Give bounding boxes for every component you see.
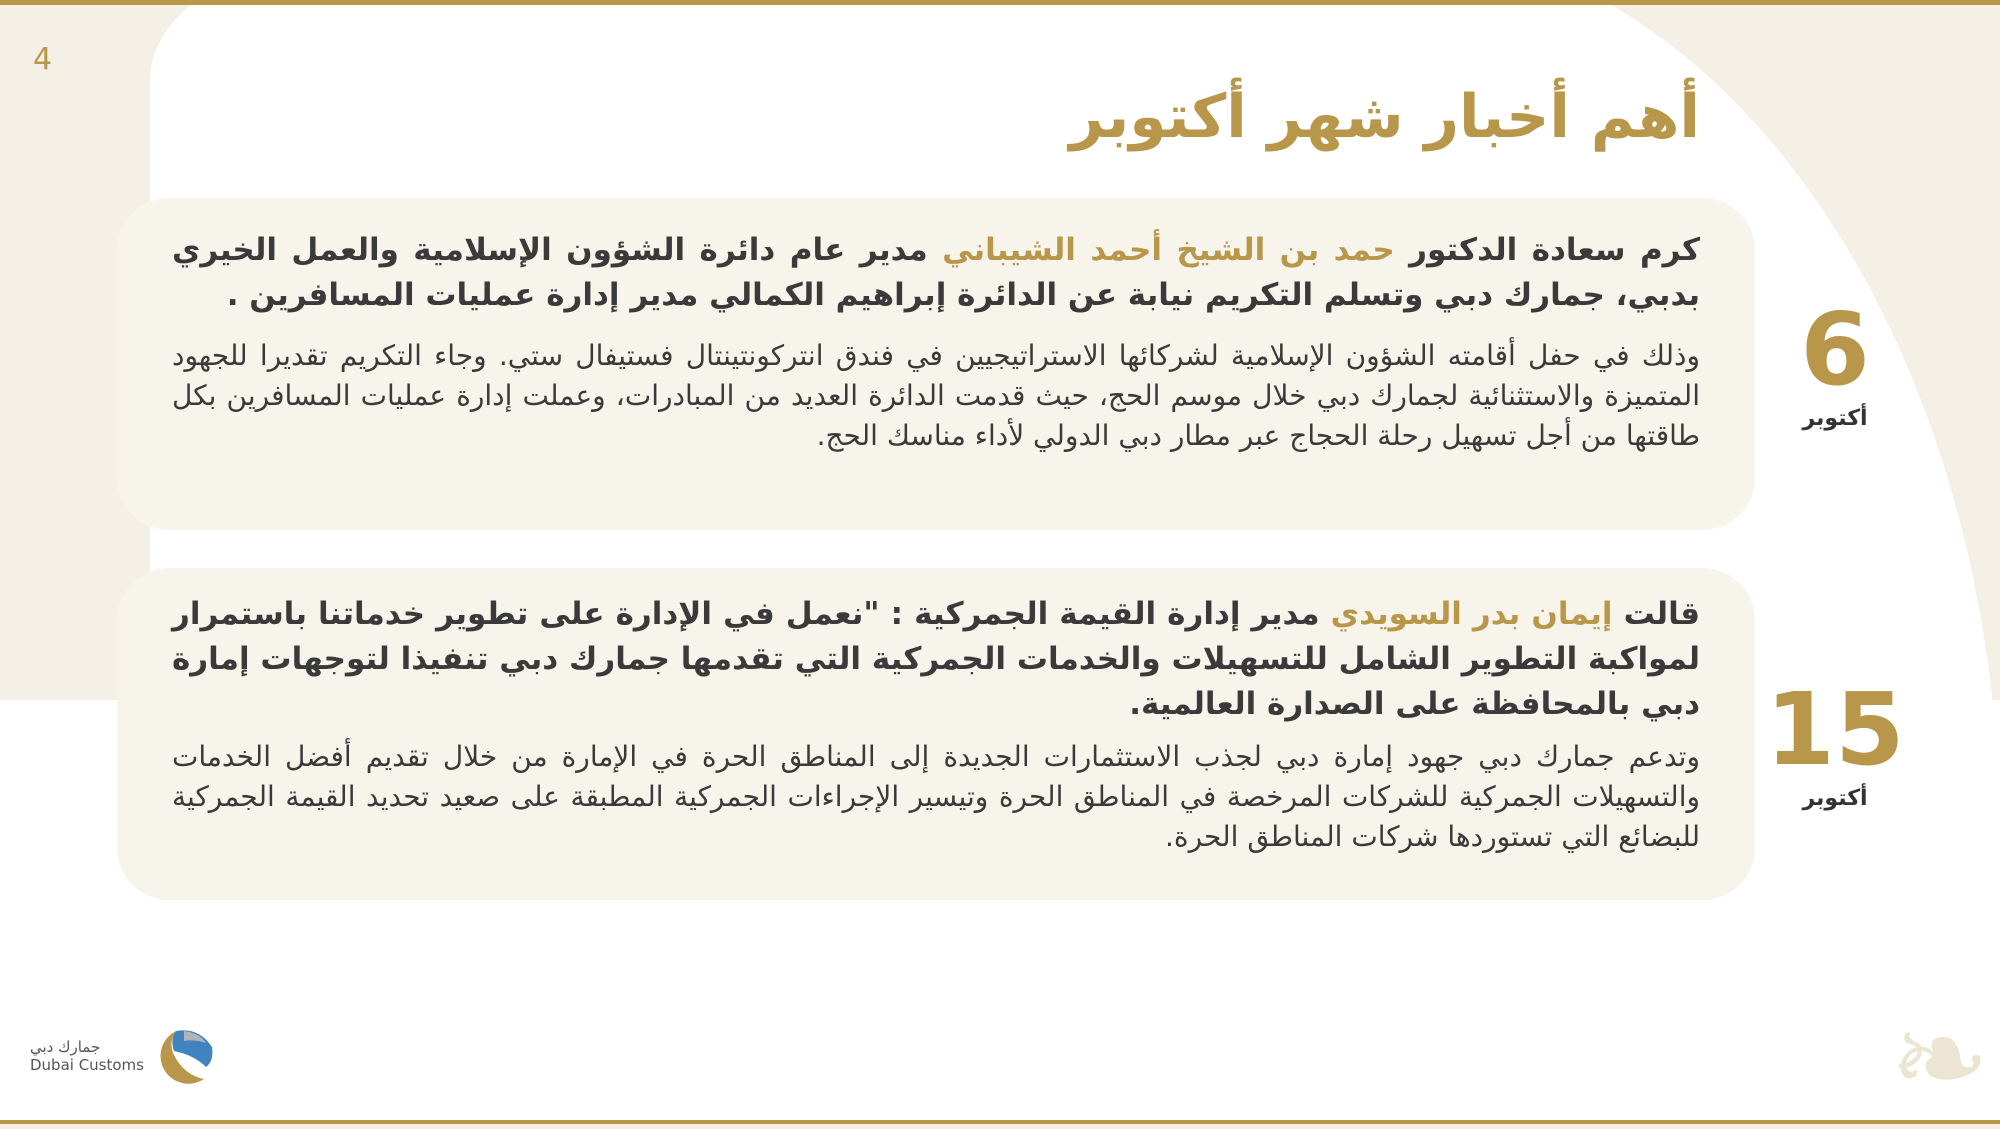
dubai-customs-logo [30, 1025, 216, 1087]
date-day: 15 [1765, 671, 1905, 788]
news-lead [172, 228, 1700, 318]
news-date [1745, 291, 1925, 431]
logo-english: Dubai Customs [30, 1056, 144, 1074]
top-border [0, 0, 2000, 5]
date-month: أكتوبر [1802, 786, 1868, 811]
news-date [1745, 671, 1925, 811]
lead-text: كرم سعادة الدكتور [1394, 232, 1700, 268]
date-day: 6 [1800, 291, 1870, 408]
logo-text [30, 1038, 144, 1074]
date-month: أكتوبر [1802, 406, 1868, 431]
lead-text: قالت [1612, 596, 1701, 632]
news-body: وذلك في حفل أقامته الشؤون الإسلامية لشركائها الاستراتيجيين في فندق انتركونتينتال فستيفال ستي. وجاء التكريم تقديرا للجهود المتميزة والاستثنائية لجمارك دبي خلال موسم الحج، حيث قدمت الدائرة العديد من المبادرات، وعملت إدارة عمليات المسافرين بكل طاقتها من أجل تسهيل رحلة الحجاج عبر مطار دبي الدولي لأداء مناسك الحج. [172, 339, 1700, 452]
logo-arabic: جمارك دبي [30, 1038, 101, 1056]
lead-text: مدير إدارة القيمة الجمركية : "نعمل في الإدارة على تطوير خدماتنا باستمرار لمواكبة التطوير الشامل للتسهيلات والخدمات الجمركية التي تقدمها جمارك دبي تنفيذا لتوجهات إمارة دبي بالمحافظة على الصدارة العالمية. [172, 596, 1700, 722]
news-card [117, 568, 1755, 900]
news-card [117, 198, 1755, 530]
person-name: حمد بن الشيخ أحمد الشيباني [942, 232, 1395, 268]
globe-icon [154, 1025, 216, 1087]
lead-text: مدير عام دائرة الشؤون الإسلامية والعمل الخيري بدبي، جمارك دبي وتسلم التكريم نيابة عن الدائرة إبراهيم الكمالي مدير إدارة عمليات المسافرين . [172, 232, 1700, 313]
page-title: أهم أخبار شهر أكتوبر [1069, 82, 1700, 152]
page-number: 4 [33, 42, 53, 77]
decorative-calligraphy: ❧ [1889, 990, 1990, 1129]
person-name: إيمان بدر السويدي [1330, 596, 1613, 632]
news-body: وتدعم جمارك دبي جهود إمارة دبي لجذب الاستثمارات الجديدة إلى المناطق الحرة في الإمارة من خلال تقديم أفضل الخدمات والتسهيلات الجمركية للشركات المرخصة في المناطق الحرة وتيسير الإجراءات الجمركية المطبقة على صعيد تحديد القيمة الجمركية للبضائع التي تستوردها شركات المناطق الحرة. [172, 740, 1700, 853]
bottom-border [0, 1120, 2000, 1124]
news-lead [172, 592, 1700, 727]
